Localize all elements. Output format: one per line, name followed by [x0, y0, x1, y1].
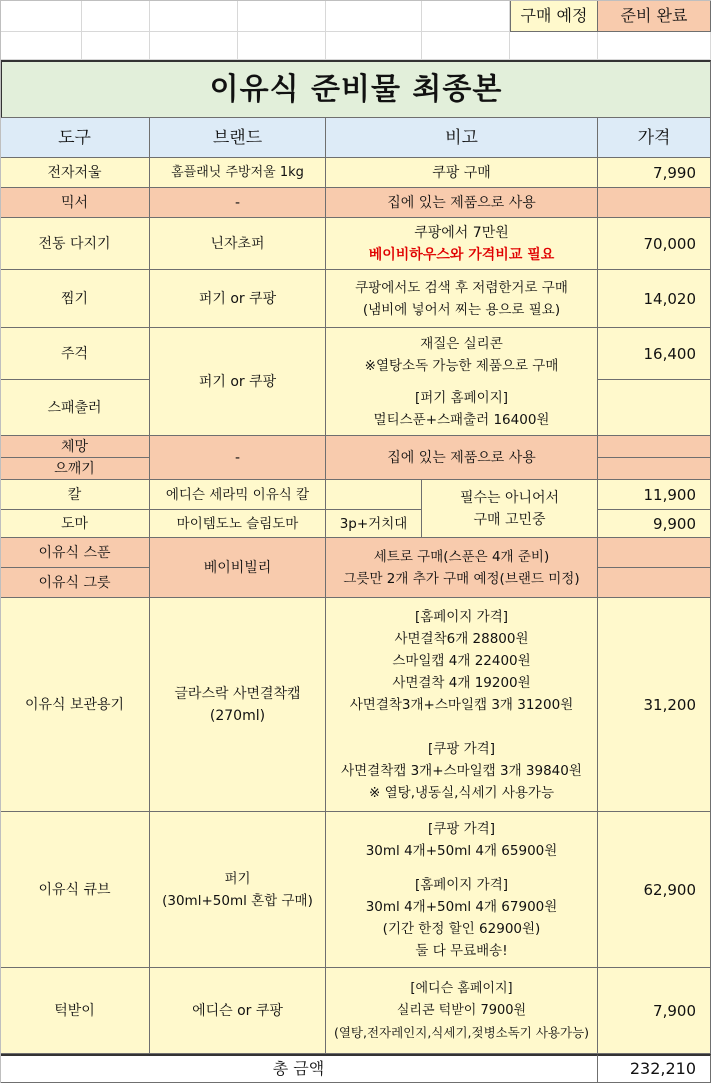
legend-done: 준비 완료 [598, 0, 711, 32]
brand-cell[interactable]: 퍼기 or 쿠팡 [150, 270, 326, 328]
brand-line: (270ml) [209, 707, 266, 724]
price-cell[interactable]: 11,900 [598, 480, 711, 510]
price-cell[interactable] [598, 458, 711, 480]
empty-cell[interactable] [598, 32, 711, 60]
price-cell[interactable]: 62,900 [598, 812, 711, 968]
price-cell[interactable] [598, 538, 711, 568]
note-line: 쿠팡에서도 검색 후 저렴한거로 구매 [355, 279, 568, 296]
note-line: 세트로 구매(스푼은 4개 준비) [373, 548, 550, 565]
note-cell[interactable]: 집에 있는 제품으로 사용 [326, 436, 598, 480]
header-tool: 도구 [0, 118, 150, 158]
grid-line [0, 0, 1, 1083]
note-line: [홈페이지 가격] [414, 876, 509, 893]
note-line: [쿠팡 가격] [428, 820, 495, 837]
tool-cell[interactable]: 칼 [0, 480, 150, 510]
brand-cell[interactable]: 마이템도노 슬림도마 [150, 510, 326, 538]
note-line: [홈페이지 가격] [414, 608, 509, 625]
tool-cell[interactable]: 이유식 보관용기 [0, 598, 150, 812]
note-line: [에디슨 홈페이지] [410, 980, 513, 996]
empty-cell[interactable] [0, 0, 82, 32]
price-cell[interactable]: 7,990 [598, 158, 711, 188]
note-line: 30ml 4개+50ml 4개 65900원 [365, 842, 558, 859]
note-line: 멀티스푼+스패출러 16400원 [373, 411, 550, 428]
note-line: 사면결착캡 3개+스마일캡 3개 39840원 [341, 762, 582, 779]
empty-cell[interactable] [82, 32, 150, 60]
note-cell[interactable] [326, 328, 598, 436]
extra-cell[interactable]: 3p+거치대 [326, 510, 422, 538]
note-line: [퍼기 홈페이지] [414, 389, 509, 406]
price-cell[interactable] [598, 436, 711, 458]
empty-cell[interactable] [238, 32, 326, 60]
brand-cell[interactable]: 퍼기 or 쿠팡 [150, 328, 326, 436]
brand-cell[interactable] [150, 598, 326, 812]
tool-cell[interactable]: 이유식 큐브 [0, 812, 150, 968]
brand-line: 글라스락 사면결착캡 [174, 685, 301, 702]
note-cell[interactable] [326, 270, 598, 328]
total-value: 232,210 [598, 1054, 711, 1083]
header-brand: 브랜드 [150, 118, 326, 158]
brand-cell[interactable] [150, 812, 326, 968]
empty-cell[interactable] [326, 0, 422, 32]
tool-cell[interactable]: 전자저울 [0, 158, 150, 188]
price-cell[interactable]: 31,200 [598, 598, 711, 812]
extra-cell[interactable] [326, 480, 422, 510]
note-line: 사면결착 4개 19200원 [392, 674, 531, 691]
tool-cell[interactable]: 도마 [0, 510, 150, 538]
note-line: 사면결착6개 28800원 [394, 630, 529, 647]
brand-cell[interactable]: 에디슨 세라믹 이유식 칼 [150, 480, 326, 510]
grid-line [0, 0, 711, 1]
note-line: 필수는 아니어서 [459, 489, 560, 506]
note-cell[interactable] [326, 598, 598, 812]
note-line: 30ml 4개+50ml 4개 67900원 [365, 898, 558, 915]
brand-cell[interactable]: 에디슨 or 쿠팡 [150, 968, 326, 1054]
brand-cell[interactable]: 홈플래닛 주방저울 1kg [150, 158, 326, 188]
tool-cell[interactable]: 턱받이 [0, 968, 150, 1054]
note-line: (기간 한정 할인 62900원) [382, 920, 541, 937]
price-cell[interactable]: 70,000 [598, 218, 711, 270]
empty-cell[interactable] [326, 32, 422, 60]
empty-cell[interactable] [238, 0, 326, 32]
note-line: 사면결착3개+스마일캡 3개 31200원 [349, 696, 574, 713]
brand-cell[interactable]: 닌자초퍼 [150, 218, 326, 270]
tool-cell[interactable]: 이유식 스푼 [0, 538, 150, 568]
empty-cell[interactable] [82, 0, 150, 32]
note-line: 그릇만 2개 추가 구매 예정(브랜드 미정) [343, 570, 580, 587]
price-cell[interactable]: 7,900 [598, 968, 711, 1054]
brand-cell[interactable]: - [150, 188, 326, 218]
tool-cell[interactable]: 주걱 [0, 328, 150, 380]
empty-cell[interactable] [510, 32, 598, 60]
note-line-warning: 베이비하우스와 가격비교 필요 [368, 246, 555, 263]
note-line: [쿠팡 가격] [428, 740, 495, 757]
price-cell[interactable] [598, 188, 711, 218]
tool-cell[interactable]: 믹서 [0, 188, 150, 218]
note-line: 재질은 실리콘 [420, 335, 503, 352]
empty-cell[interactable] [422, 0, 510, 32]
brand-cell[interactable]: - [150, 436, 326, 480]
tool-cell[interactable]: 스패출러 [0, 380, 150, 436]
price-cell[interactable]: 14,020 [598, 270, 711, 328]
note-cell[interactable] [422, 480, 598, 538]
header-price: 가격 [598, 118, 711, 158]
note-line: ※ 열탕,냉동실,식세기 사용가능 [369, 784, 554, 801]
price-cell[interactable] [598, 380, 711, 436]
price-cell[interactable]: 16,400 [598, 328, 711, 380]
tool-cell[interactable]: 으깨기 [0, 458, 150, 480]
empty-cell[interactable] [150, 0, 238, 32]
tool-cell[interactable]: 이유식 그릇 [0, 568, 150, 598]
note-line: 둘 다 무료배송! [415, 942, 508, 959]
note-cell[interactable] [326, 218, 598, 270]
note-cell[interactable]: 쿠팡 구매 [326, 158, 598, 188]
tool-cell[interactable]: 찜기 [0, 270, 150, 328]
total-label: 총 금액 [0, 1054, 598, 1083]
price-cell[interactable]: 9,900 [598, 510, 711, 538]
page-title: 이유식 준비물 최종본 [0, 60, 711, 118]
note-cell[interactable] [326, 812, 598, 968]
note-line: 실리콘 턱받이 7900원 [396, 1002, 527, 1018]
note-line: ※열탕소독 가능한 제품으로 구매 [364, 357, 559, 374]
header-note: 비고 [326, 118, 598, 158]
empty-cell[interactable] [0, 32, 82, 60]
empty-cell[interactable] [150, 32, 238, 60]
tool-cell[interactable]: 체망 [0, 436, 150, 458]
empty-cell[interactable] [422, 32, 510, 60]
legend-planned: 구매 예정 [510, 0, 598, 32]
note-cell[interactable]: 집에 있는 제품으로 사용 [326, 188, 598, 218]
brand-cell[interactable]: 베이비빌리 [150, 538, 326, 598]
brand-line: 퍼기 [224, 870, 251, 887]
note-line: 스마일캡 4개 22400원 [392, 652, 531, 669]
note-cell[interactable] [326, 968, 598, 1054]
tool-cell[interactable]: 전동 다지기 [0, 218, 150, 270]
brand-line: (30ml+50ml 혼합 구매) [162, 892, 313, 909]
note-line: (열탕,전자레인지,식세기,젖병소독기 사용가능) [333, 1024, 590, 1040]
note-cell[interactable] [326, 538, 598, 598]
price-cell[interactable] [598, 568, 711, 598]
note-line: 쿠팡에서 7만원 [414, 224, 509, 241]
note-line: (냄비에 넣어서 찌는 용으로 필요) [362, 301, 561, 318]
note-line: 구매 고민중 [473, 511, 546, 528]
